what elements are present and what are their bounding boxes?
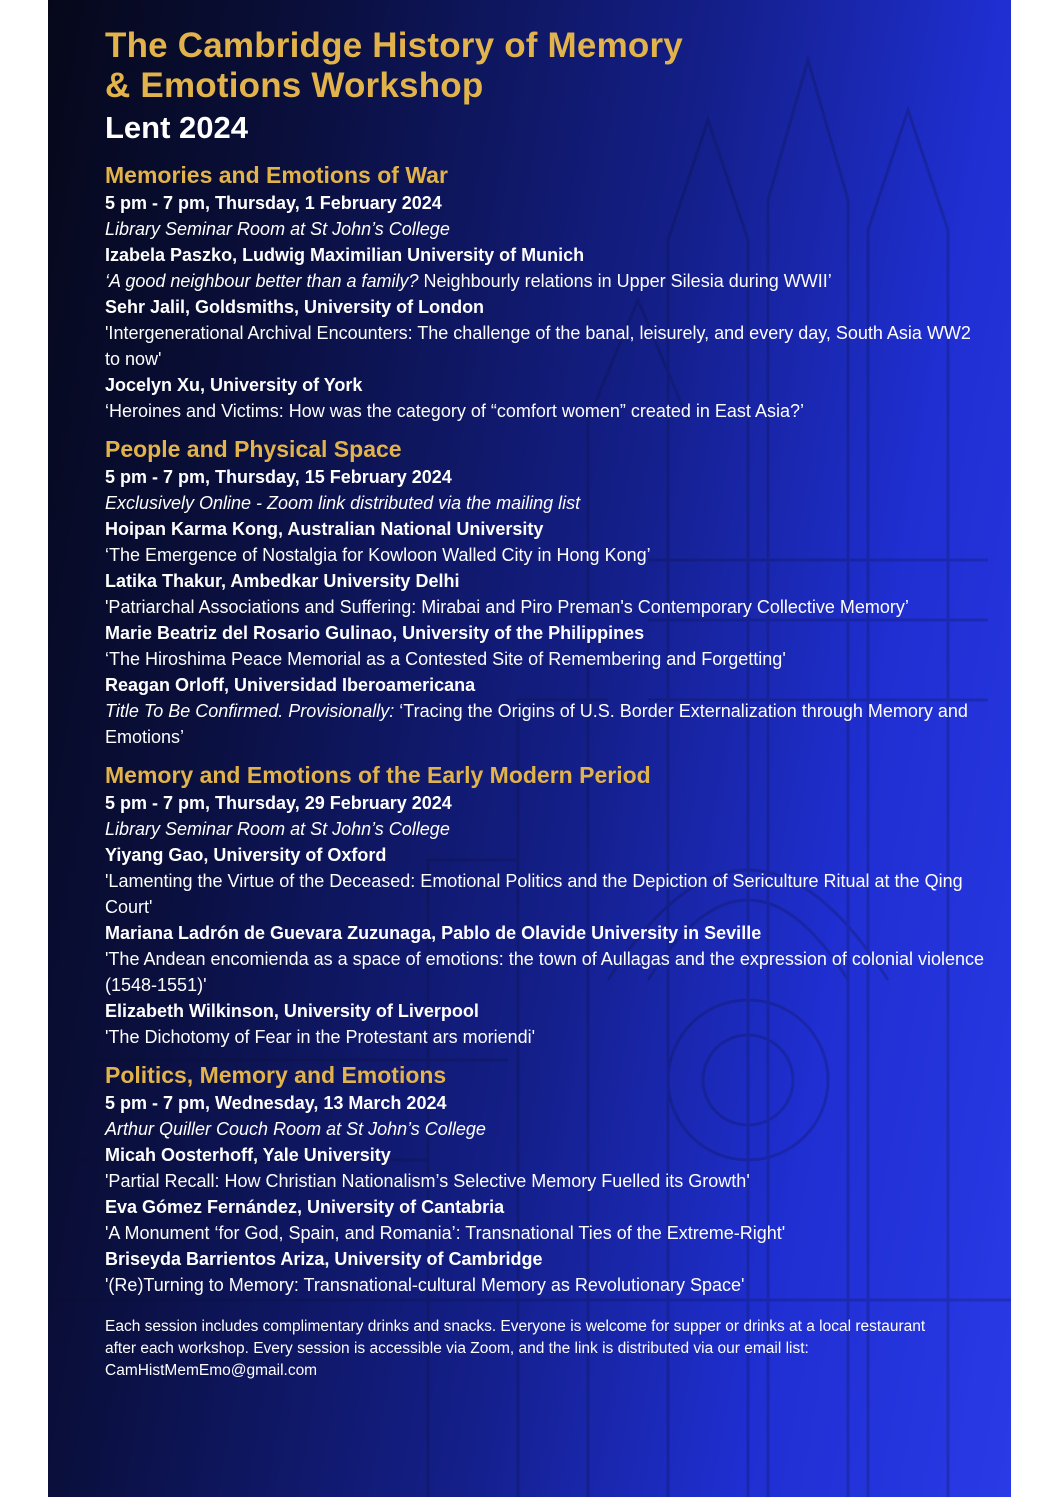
speaker: Briseyda Barrientos Ariza, University of Cambridge xyxy=(105,1249,543,1269)
footer-note: Each session includes complimentary drinks and snacks. Everyone is welcome for supper or drinks at a local restaurant after each workshop. Every session is accessible via Zoom, and the link is distributed via our email list: CamHistMemEmo@gmail.com xyxy=(105,1318,926,1379)
poster-content xyxy=(105,26,985,1382)
session-title: Memory and Emotions of the Early Modern Period xyxy=(105,762,651,788)
title-line-2: & Emotions Workshop xyxy=(105,66,484,105)
talk-title: ‘Heroines and Victims: How was the category of “comfort women” created in East Asia?’ xyxy=(105,401,804,421)
talk-title: '(Re)Turning to Memory: Transnational-cultural Memory as Revolutionary Space' xyxy=(105,1275,745,1295)
session-venue: Library Seminar Room at St John’s College xyxy=(105,219,450,239)
speaker: Mariana Ladrón de Guevara Zuzunaga, Pablo de Olavide University in Seville xyxy=(105,923,762,943)
talk-title-text: ‘Tracing the Origins of U.S. Border Externalization through Memory and Emotions’ xyxy=(105,701,968,747)
session-venue: Library Seminar Room at St John’s College xyxy=(105,819,450,839)
talk-title: 'The Andean encomienda as a space of emotions: the town of Aullagas and the expression of colonial violence (1548-1551)' xyxy=(105,949,985,995)
talk-title xyxy=(105,268,985,294)
talk-title: 'Patriarchal Associations and Suffering: Mirabai and Piro Preman's Contemporary Collective Memory’ xyxy=(105,597,909,617)
speaker: Elizabeth Wilkinson, University of Liverpool xyxy=(105,1001,479,1021)
talk-title: ‘The Hiroshima Peace Memorial as a Contested Site of Remembering and Forgetting' xyxy=(105,649,786,669)
poster xyxy=(48,0,1011,1497)
talk-title-italic: ‘A good neighbour better than a family? xyxy=(105,271,419,291)
session-date: 5 pm - 7 pm, Thursday, 29 February 2024 xyxy=(105,793,452,813)
title-line-1: The Cambridge History of Memory xyxy=(105,26,683,65)
session-venue: Arthur Quiller Couch Room at St John’s College xyxy=(105,1119,486,1139)
speaker: Yiyang Gao, University of Oxford xyxy=(105,845,387,865)
talk-title-text: Neighbourly relations in Upper Silesia during WWII’ xyxy=(418,271,832,291)
talk-title: 'A Monument ‘for God, Spain, and Romania’: Transnational Ties of the Extreme-Right' xyxy=(105,1223,786,1243)
speaker: Sehr Jalil, Goldsmiths, University of London xyxy=(105,297,485,317)
session-title: People and Physical Space xyxy=(105,436,402,462)
term-label: Lent 2024 xyxy=(105,110,249,145)
session-date: 5 pm - 7 pm, Wednesday, 13 March 2024 xyxy=(105,1093,447,1113)
speaker: Reagan Orloff, Universidad Iberoamericana xyxy=(105,675,476,695)
session-1 xyxy=(105,160,985,424)
speaker: Hoipan Karma Kong, Australian National University xyxy=(105,519,544,539)
session-venue: Exclusively Online - Zoom link distributed via the mailing list xyxy=(105,493,581,513)
session-4 xyxy=(105,1060,985,1298)
talk-title: 'Intergenerational Archival Encounters: The challenge of the banal, leisurely, and every day, South Asia WW2 to now' xyxy=(105,323,971,369)
speaker: Micah Oosterhoff, Yale University xyxy=(105,1145,391,1165)
speaker: Marie Beatriz del Rosario Gulinao, University of the Philippines xyxy=(105,623,645,643)
talk-title xyxy=(105,698,985,750)
session-date: 5 pm - 7 pm, Thursday, 1 February 2024 xyxy=(105,193,442,213)
session-2 xyxy=(105,434,985,750)
speaker: Jocelyn Xu, University of York xyxy=(105,375,363,395)
session-title: Politics, Memory and Emotions xyxy=(105,1062,447,1088)
header xyxy=(105,26,985,150)
speaker: Latika Thakur, Ambedkar University Delhi xyxy=(105,571,460,591)
talk-title: 'Partial Recall: How Christian Nationalism’s Selective Memory Fuelled its Growth' xyxy=(105,1171,750,1191)
session-title: Memories and Emotions of War xyxy=(105,162,448,188)
session-date: 5 pm - 7 pm, Thursday, 15 February 2024 xyxy=(105,467,452,487)
talk-title-italic: Title To Be Confirmed. Provisionally: xyxy=(105,701,395,721)
talk-title: 'Lamenting the Virtue of the Deceased: Emotional Politics and the Depiction of Sericulture Ritual at the Qing Court' xyxy=(105,871,963,917)
talk-title: 'The Dichotomy of Fear in the Protestant ars moriendi' xyxy=(105,1027,536,1047)
speaker: Izabela Paszko, Ludwig Maximilian University of Munich xyxy=(105,245,585,265)
session-3 xyxy=(105,760,985,1050)
speaker: Eva Gómez Fernández, University of Cantabria xyxy=(105,1197,505,1217)
talk-title: ‘The Emergence of Nostalgia for Kowloon Walled City in Hong Kong’ xyxy=(105,545,651,565)
